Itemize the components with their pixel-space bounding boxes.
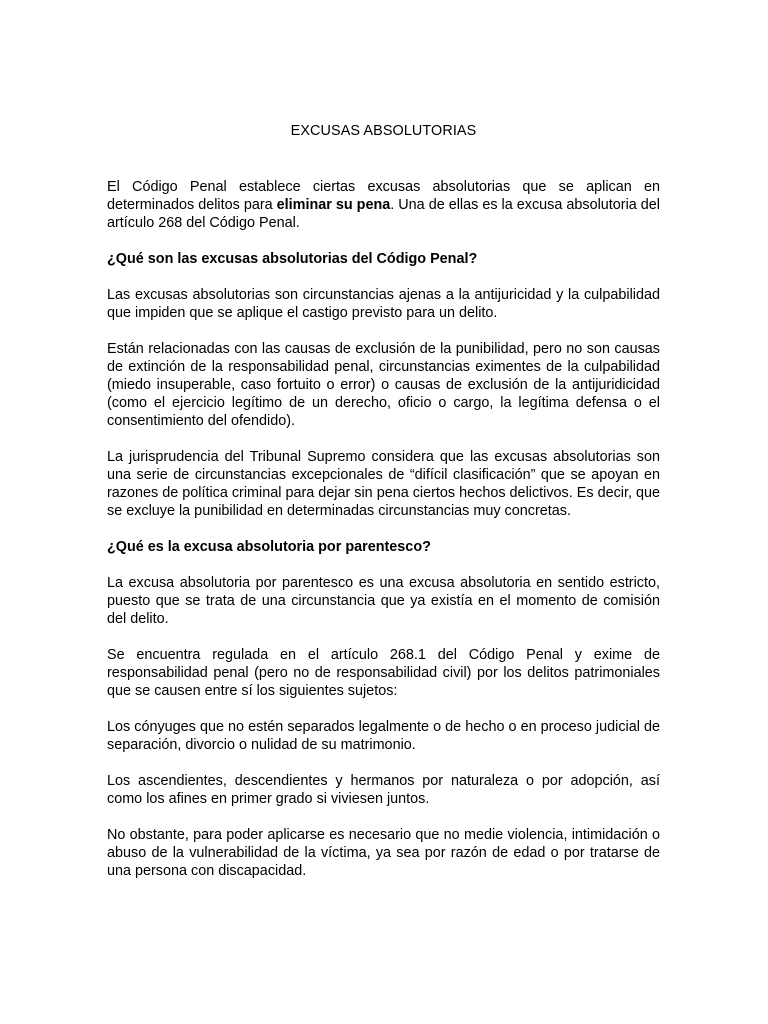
paragraph-6: Los cónyuges que no estén separados legalmente o de hecho o en proceso judicial de separación, divorcio o nulidad de su matrimonio. [107,719,660,753]
paragraph-7: Los ascendientes, descendientes y hermanos por naturaleza o por adopción, así como los afines en primer grado si viviesen juntos. [107,773,660,807]
paragraph-5: Se encuentra regulada en el artículo 268.1 del Código Penal y exime de responsabilidad penal (pero no de responsabilidad civil) por los delitos patrimoniales que se causen entre sí los siguientes sujetos: [107,647,660,699]
intro-text-after: . Una de ellas es la excusa absolutoria del artículo 268 del Código Penal. [107,197,660,231]
paragraph-8: No obstante, para poder aplicarse es necesario que no medie violencia, intimidación o abuso de la vulnerabilidad de la víctima, ya sea por razón de edad o por tratarse de una persona con discapacidad. [107,827,660,879]
spacer [107,268,660,286]
paragraph-2: Están relacionadas con las causas de exclusión de la punibilidad, pero no son causas de extinción de la responsabilidad penal, circunstancias eximentes de la culpabilidad (miedo insuperable, caso fortuito o error) o causas de exclusión de la antijuridicidad (como el ejercicio legítimo de un derecho, oficio o cargo, la legítima defensa o el consentimiento del ofendido). [107,341,660,429]
spacer [107,520,660,538]
intro-paragraph [107,178,660,232]
section-heading-1: ¿Qué son las excusas absolutorias del Código Penal? [107,251,478,267]
page-title: EXCUSAS ABSOLUTORIAS [290,123,477,139]
spacer [107,140,660,178]
spacer [107,556,660,574]
spacer [107,808,660,826]
intro-text-before: El Código Penal establece ciertas excusas absolutorias que se aplican en determinados delitos para [107,179,660,213]
spacer [107,700,660,718]
paragraph-4: La excusa absolutoria por parentesco es una excusa absolutoria en sentido estricto, puesto que se trata de una circunstancia que ya existía en el momento de comisión del delito. [107,575,660,627]
spacer [107,322,660,340]
intro-bold-text: eliminar su pena [276,197,391,213]
paragraph-3: La jurisprudencia del Tribunal Supremo considera que las excusas absolutorias son una serie de circunstancias excepcionales de “difícil clasificación” que se apoyan en razones de política criminal para dejar sin pena ciertos hechos delictivos. Es decir, que se excluye la punibilidad en determinadas circunstancias muy concretas. [107,449,660,519]
spacer [107,628,660,646]
paragraph-1: Las excusas absolutorias son circunstancias ajenas a la antijuricidad y la culpabilidad que impiden que se aplique el castigo previsto para un delito. [107,287,660,321]
spacer [107,430,660,448]
spacer [107,232,660,250]
section-heading-2: ¿Qué es la excusa absolutoria por parentesco? [107,539,431,555]
document-body [107,114,660,880]
spacer [107,754,660,772]
